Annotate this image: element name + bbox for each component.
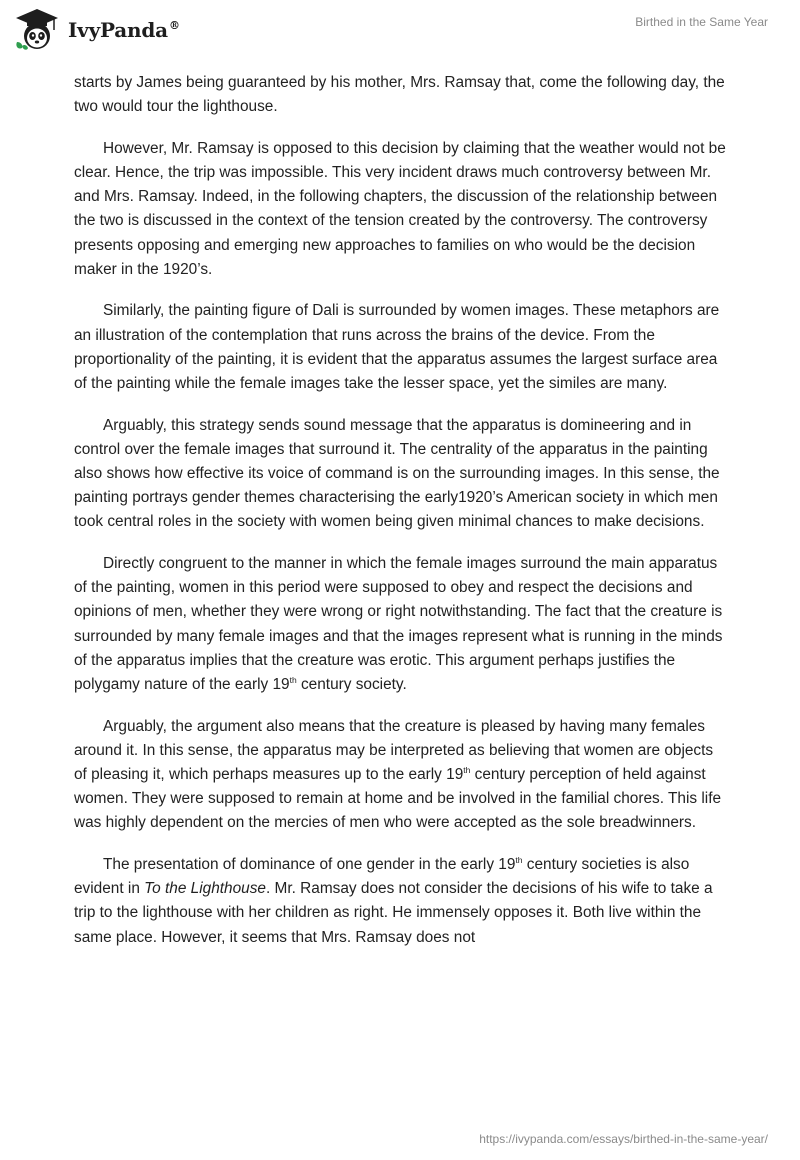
paragraph: The presentation of dominance of one gender in the early 19th century societies is also evident in To the Lighthouse. Mr. Ramsay does not consider the decisions of his wife to take a trip to the lighthouse with her children as right. He immensely opposes it. Both live within the same place. However, it seems that Mrs. Ramsay does not — [74, 855, 713, 946]
paragraph: However, Mr. Ramsay is opposed to this decision by claiming that the weather would not be clear. Hence, the trip was impossible. This very incident draws much controversy between Mr. and Mrs. Ramsay. Indeed, in the following chapters, the discussion of the relationship between the two is discussed in the context of the tension created by the controversy. The controversy presents opposing and emerging new approaches to families on who would be the decision maker in the 1920’s. — [74, 139, 726, 278]
paragraph: Arguably, the argument also means that the creature is pleased by having many females around it. In this sense, the apparatus may be interpreted as believing that women are objects of pleasing it, which perhaps measures up to the early 19th century perception of held against women. They were supposed to remain at home and be involved in the familial chores. This life was highly dependent on the mercies of men who were accepted as the sole breadwinners. — [74, 717, 722, 832]
ivypanda-logo[interactable] — [14, 8, 180, 52]
essay-body — [74, 71, 726, 967]
page-header — [0, 0, 800, 60]
source-url[interactable]: https://ivypanda.com/essays/birthed-in-the-same-year/ — [479, 1132, 768, 1146]
paragraph: starts by James being guaranteed by his mother, Mrs. Ramsay that, come the following day, the two would tour the lighthouse. — [74, 74, 725, 116]
paragraph: Similarly, the painting figure of Dali is surrounded by women images. These metaphors are an illustration of the contemplation that runs across the brains of the device. From the proportionality of the painting, it is evident that the apparatus assumes the largest surface area of the painting while the female images take the lesser space, yet the similes are many. — [74, 302, 720, 393]
brand-name: IvyPanda® — [68, 18, 180, 42]
panda-graduate-icon — [14, 8, 60, 52]
paragraph: Directly congruent to the manner in which the female images surround the main apparatus of the painting, women in this period were supposed to obey and respect the decisions and opinions of men, whether they were wrong or right notwithstanding. The fact that the creature is surrounded by many female images and that the images represent what is running in the minds of the apparatus implies that the creature was erotic. This argument perhaps justifies the polygamy nature of the early 19th century society. — [74, 555, 723, 694]
document-title: Birthed in the Same Year — [635, 15, 768, 29]
paragraph: Arguably, this strategy sends sound message that the apparatus is domineering and in control over the female images that surround it. The centrality of the apparatus in the painting also shows how effective its voice of command is on the surrounding images. In this sense, the painting portrays gender themes characterising the early1920’s American society in which men took central roles in the society with women being given minimal chances to make decisions. — [74, 416, 720, 531]
book-title: To the Lighthouse — [144, 880, 266, 898]
